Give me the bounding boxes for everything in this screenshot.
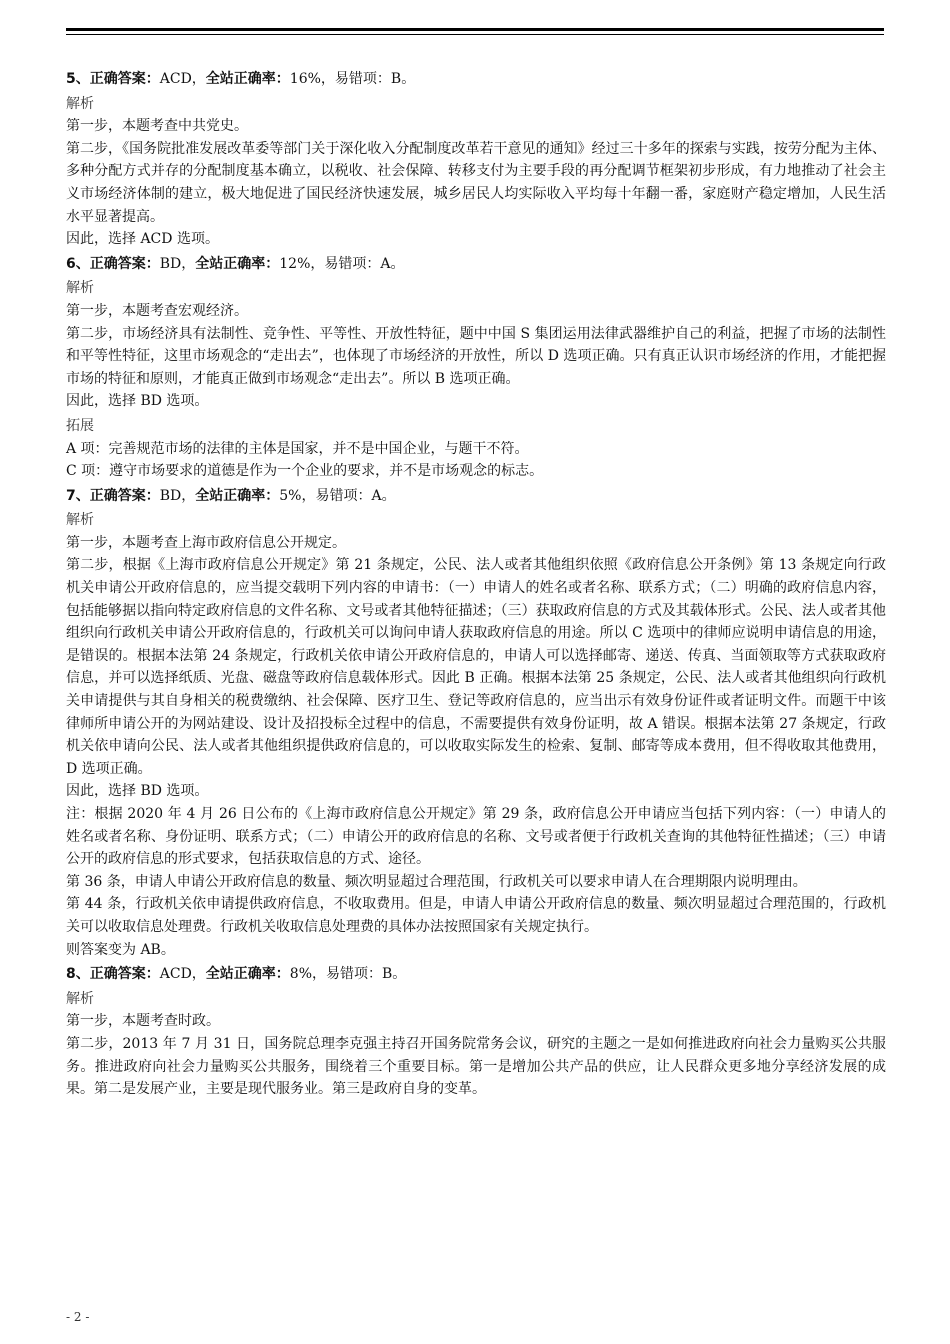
q5-rate-label: 全站正确率： <box>205 71 290 87</box>
q7-rate-label: 全站正确率： <box>195 487 280 504</box>
q6-answer-label: 正确答案： <box>89 255 160 272</box>
q6-step-1: 第一步，本题考查宏观经济。 <box>66 302 248 319</box>
header-rule-thick <box>66 28 884 31</box>
q5-answer-value: ACD， <box>159 71 206 87</box>
q5-step-1: 第一步，本题考查中共党史。 <box>66 118 248 135</box>
q6-rate-label: 全站正确率： <box>195 255 280 272</box>
q5-answer-line <box>66 68 886 91</box>
q7-article-36: 第 36 条，申请人申请公开政府信息的数量、频次明显超过合理范围，行政机关可以要求申请人在合理期限内说明理由。 <box>66 873 807 890</box>
q8-rate-label: 全站正确率： <box>205 966 290 983</box>
q7-step-1: 第一步，本题考查上海市政府信息公开规定。 <box>66 534 346 551</box>
q8-answer-line <box>66 963 886 986</box>
q8-rate-value: 8%，易错项：B。 <box>289 966 407 983</box>
page-number: - 2 - <box>66 1310 90 1324</box>
q7-analysis-heading: 解析 <box>66 512 94 529</box>
q7-updated-answer: 则答案变为 AB。 <box>66 941 175 958</box>
q6-extension-heading: 拓展 <box>66 417 94 434</box>
q7-rate-value: 5%，易错项：A。 <box>279 487 396 504</box>
q5-answer-label: 正确答案： <box>89 71 160 87</box>
q7-note: 注：根据 2020 年 4 月 26 日公布的《上海市政府信息公开规定》第 29 条，政府信息公开申请应当包括下列内容：（一）申请人的姓名或者名称、身份证明、联系方式；（二）申请公开的政府信息的名称、文号或者便于行政机关查询的其他特征性描述；（三）申请公开的政府信息的形式要求，包括获取信息的方式、途径。 <box>66 806 886 868</box>
q7-number: 7、 <box>66 487 90 504</box>
q5-rate-value: 16%，易错项：B。 <box>289 71 416 87</box>
answer-content <box>66 66 886 1101</box>
q8-answer-label: 正确答案： <box>89 966 160 983</box>
q7-article-44: 第 44 条，行政机关依申请提供政府信息，不收取费用。但是，申请人申请公开政府信息的数量、频次明显超过合理范围的，行政机关可以收取信息处理费。行政机关收取信息处理费的具体办法按照国家有关规定执行。 <box>66 896 886 935</box>
q6-extension-c: C 项：遵守市场要求的道德是作为一个企业的要求，并不是市场观念的标志。 <box>66 463 544 480</box>
q6-analysis-heading: 解析 <box>66 280 94 297</box>
q8-step-2: 第二步，2013 年 7 月 31 日，国务院总理李克强主持召开国务院常务会议，研究的主题之一是如何推进政府向社会力量购买公共服务。推进政府向社会力量购买公共服务，围绕着三个重要目标。第一是增加公共产品的供应，让人民群众更多地分享经济发展的成果。第二是发展产业，主要是现代服务业。第三是政府自身的变革。 <box>66 1035 886 1098</box>
header-rule-thin <box>66 34 884 35</box>
q5-conclusion: 因此，选择 ACD 选项。 <box>66 231 219 248</box>
q7-answer-line <box>66 485 886 508</box>
q5-step-2: 第二步，《国务院批准发展改革委等部门关于深化收入分配制度改革若干意见的通知》经过三十多年的探索与实践，按劳分配为主体、多种分配方式并存的分配制度基本确立，以税收、社会保障、转移支付为主要手段的再分配调节框架初步形成，有力地推动了社会主义市场经济体制的建立，极大地促进了国民经济快速发展，城乡居民人均实际收入平均每十年翻一番，家庭财产稳定增加，人民生活水平显著提高。 <box>66 140 886 225</box>
q6-answer-line <box>66 253 886 276</box>
q7-answer-label: 正确答案： <box>89 487 160 504</box>
q6-conclusion: 因此，选择 BD 选项。 <box>66 393 209 410</box>
q8-answer-value: ACD， <box>159 966 206 983</box>
q5-number: 5、 <box>66 71 90 87</box>
q7-conclusion: 因此，选择 BD 选项。 <box>66 783 209 800</box>
q8-number: 8、 <box>66 966 90 983</box>
q6-step-2: 第二步，市场经济具有法制性、竞争性、平等性、开放性特征，题中中国 S 集团运用法律武器维护自己的利益，把握了市场的法制性和平等性特征，这里市场观念的“走出去”，也体现了市场经济的开放性，所以 D 选项正确。只有真正认识市场经济的作用，才能把握市场的特征和原则，才能真正做到市场观念“走出去”。所以 B 选项正确。 <box>66 325 886 387</box>
q7-step-2: 第二步，根据《上海市政府信息公开规定》第 21 条规定，公民、法人或者其他组织依照《政府信息公开条例》第 13 条规定向行政机关申请公开政府信息的，应当提交载明下列内容的申请书：（一）申请人的姓名或者名称、联系方式；（二）明确的政府信息内容，包括能够据以指向特定政府信息的文件名称、文号或者其他特征描述；（三）获取政府信息的方式及其载体形式。公民、法人或者其他组织向行政机关申请公开政府信息的，行政机关可以询问申请人获取政府信息的用途。所以 C 选项中的律师应说明申请信息的用途，是错误的。根据本法第 24 条规定，行政机关依申请公开政府信息的，申请人可以选择邮寄、递送、传真、当面领取等方式获取政府信息，并可以选择纸质、光盘、磁盘等政府信息载体形式。因此 B 正确。根据本法第 25 条规定，公民、法人或者其他组织向行政机关申请提供与其自身相关的税费缴纳、社会保障、医疗卫生、登记等政府信息的，应当出示有效身份证件或者证明文件。而题干中该律师所申请公开的为网站建设、设计及招投标全过程中的信息，不需要提供有效身份证明，故 A 错误。根据本法第 27 条规定，行政机关依申请向公民、法人或者其他组织提供政府信息的，可以收取实际发生的检索、复制、邮寄等成本费用，但不得收取其他费用，D 选项正确。 <box>66 557 886 777</box>
q7-answer-value: BD， <box>159 487 196 504</box>
q6-rate-value: 12%，易错项：A。 <box>279 255 405 272</box>
q5-analysis-heading: 解析 <box>66 95 94 112</box>
q6-number: 6、 <box>66 255 90 272</box>
q6-extension-a: A 项：完善规范市场的法律的主体是国家，并不是中国企业，与题干不符。 <box>66 440 529 457</box>
q6-answer-value: BD， <box>159 255 196 272</box>
q8-step-1: 第一步，本题考查时政。 <box>66 1013 220 1030</box>
q8-analysis-heading: 解析 <box>66 990 94 1007</box>
